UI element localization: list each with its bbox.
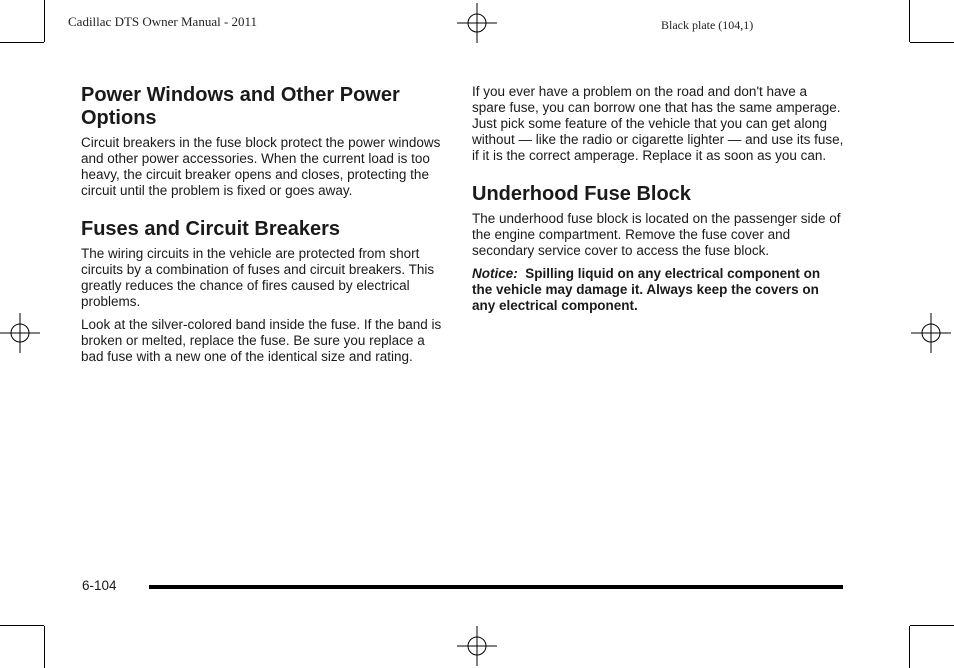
section-heading-fuses: Fuses and Circuit Breakers: [81, 218, 340, 240]
notice-label: Notice:: [472, 266, 518, 281]
registration-mark-icon: [0, 313, 40, 353]
registration-mark-icon: [457, 3, 497, 43]
paragraph: The underhood fuse block is located on the passenger side of the engine compartment. Remove the fuse cover and secondary service cover to access the fuse block.: [472, 211, 841, 258]
paragraph: The wiring circuits in the vehicle are protected from short circuits by a combination of fuses and circuit breakers. This greatly reduces the chance of fires caused by electrical problems.: [81, 246, 435, 309]
right-column: [472, 84, 844, 314]
crop-mark: [0, 625, 44, 626]
crop-mark: [909, 626, 910, 668]
paragraph: Look at the silver-colored band inside the fuse. If the band is broken or melted, replace the fuse. Be sure you replace a bad fuse with a new one of the identical size and rating.: [81, 317, 442, 364]
registration-mark-icon: [457, 626, 497, 666]
crop-mark: [44, 626, 45, 668]
header-manual-title: Cadillac DTS Owner Manual - 2011: [68, 14, 258, 29]
section-heading-power-windows: Power Windows and Other Power Options: [81, 84, 400, 129]
crop-mark: [910, 625, 954, 626]
footer-rule: [149, 585, 843, 589]
section-heading-underhood-fuse-block: Underhood Fuse Block: [472, 183, 691, 205]
paragraph: Circuit breakers in the fuse block protect the power windows and other power accessories. When the current load is too heavy, the circuit breaker opens and closes, protecting the circuit until the problem is fixed or goes away.: [81, 135, 441, 198]
crop-mark: [44, 0, 45, 42]
crop-mark: [909, 0, 910, 42]
page-number: 6-104: [82, 578, 117, 593]
crop-mark: [0, 42, 44, 43]
crop-mark: [910, 42, 954, 43]
left-column: [81, 84, 449, 365]
paragraph-spare-fuse: If you ever have a problem on the road and don't have a spare fuse, you can borrow one that has the same amperage. Just pick some feature of the vehicle that you can get along without — like the radio or cigarette lighter — and use its fuse, if it is the correct amperage. Replace it as soon as you can.: [472, 84, 844, 163]
notice-block: [472, 266, 844, 314]
registration-mark-icon: [911, 313, 951, 353]
notice-text: Spilling liquid on any electrical component on the vehicle may damage it. Always keep the covers on any electrical component.: [472, 266, 821, 313]
header-plate-info: Black plate (104,1): [661, 18, 754, 32]
